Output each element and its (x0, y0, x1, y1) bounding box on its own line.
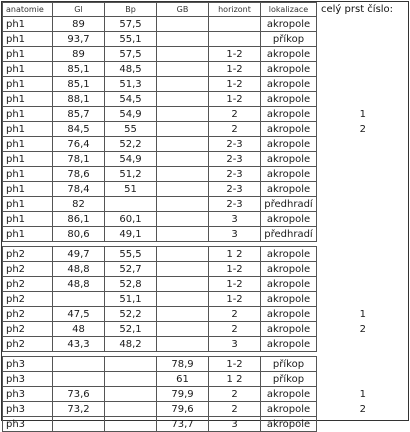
cell-cely-prst-cislo (317, 357, 409, 372)
cell-anatomie: ph3 (3, 417, 53, 432)
cell-horizont: 2-3 (209, 197, 261, 212)
cell-anatomie: ph2 (3, 322, 53, 337)
cell-lokalizace: akropole (261, 292, 317, 307)
table-row (3, 32, 409, 47)
cell-lokalizace: akropole (261, 92, 317, 107)
cell-cely-prst-cislo (317, 32, 409, 47)
cell-lokalizace: akropole (261, 322, 317, 337)
cell-bp (105, 357, 157, 372)
cell-gb: 79,6 (157, 402, 209, 417)
table-row (3, 337, 409, 352)
cell-gl: 89 (53, 17, 105, 32)
cell-gl: 85,7 (53, 107, 105, 122)
cell-cely-prst-cislo (317, 167, 409, 182)
cell-horizont: 3 (209, 337, 261, 352)
cell-anatomie: ph2 (3, 277, 53, 292)
cell-cely-prst-cislo (317, 227, 409, 242)
cell-bp: 57,5 (105, 17, 157, 32)
cell-gb (157, 212, 209, 227)
table-row (3, 292, 409, 307)
cell-cely-prst-cislo (317, 47, 409, 62)
cell-lokalizace: akropole (261, 122, 317, 137)
table-row (3, 62, 409, 77)
cell-lokalizace: akropole (261, 277, 317, 292)
cell-horizont: 2 (209, 122, 261, 137)
cell-cely-prst-cislo (317, 292, 409, 307)
cell-lokalizace: akropole (261, 417, 317, 432)
cell-cely-prst-cislo (317, 372, 409, 387)
table-row (3, 322, 409, 337)
cell-gl: 78,4 (53, 182, 105, 197)
cell-gl: 47,5 (53, 307, 105, 322)
cell-horizont: 1-2 (209, 92, 261, 107)
cell-horizont: 2 (209, 307, 261, 322)
cell-anatomie: ph2 (3, 262, 53, 277)
cell-horizont: 2-3 (209, 167, 261, 182)
cell-anatomie: ph1 (3, 152, 53, 167)
measurements-table (2, 2, 409, 432)
cell-bp (105, 197, 157, 212)
cell-anatomie: ph1 (3, 227, 53, 242)
cell-gb: 73,7 (157, 417, 209, 432)
cell-lokalizace: akropole (261, 402, 317, 417)
cell-bp: 51,1 (105, 292, 157, 307)
table-row (3, 197, 409, 212)
cell-gl: 86,1 (53, 212, 105, 227)
cell-cely-prst-cislo (317, 262, 409, 277)
cell-gb (157, 77, 209, 92)
cell-horizont: 1 2 (209, 372, 261, 387)
table-row (3, 372, 409, 387)
cell-lokalizace: akropole (261, 307, 317, 322)
header-gl: Gl (53, 3, 105, 17)
cell-horizont: 3 (209, 417, 261, 432)
cell-lokalizace: akropole (261, 387, 317, 402)
cell-bp: 55,5 (105, 247, 157, 262)
cell-gb (157, 17, 209, 32)
cell-anatomie: ph3 (3, 402, 53, 417)
cell-lokalizace: akropole (261, 107, 317, 122)
cell-horizont: 2 (209, 387, 261, 402)
cell-bp: 52,2 (105, 137, 157, 152)
cell-gl: 73,2 (53, 402, 105, 417)
cell-gb (157, 262, 209, 277)
cell-gb (157, 307, 209, 322)
cell-bp: 52,1 (105, 322, 157, 337)
cell-horizont: 2 (209, 107, 261, 122)
cell-anatomie: ph1 (3, 92, 53, 107)
cell-bp: 60,1 (105, 212, 157, 227)
cell-anatomie: ph2 (3, 292, 53, 307)
cell-horizont: 2-3 (209, 137, 261, 152)
cell-gb: 61 (157, 372, 209, 387)
cell-gl: 93,7 (53, 32, 105, 47)
header-lokalizace: lokalizace (261, 3, 317, 17)
cell-lokalizace: předhradí (261, 227, 317, 242)
table-row (3, 402, 409, 417)
cell-horizont: 1-2 (209, 277, 261, 292)
cell-cely-prst-cislo (317, 77, 409, 92)
cell-lokalizace: akropole (261, 212, 317, 227)
table-row (3, 137, 409, 152)
header-anatomie: anatomie (3, 3, 53, 17)
cell-cely-prst-cislo (317, 152, 409, 167)
cell-gb (157, 32, 209, 47)
table-row (3, 152, 409, 167)
cell-gl: 88,1 (53, 92, 105, 107)
cell-bp: 49,1 (105, 227, 157, 242)
cell-horizont (209, 32, 261, 47)
table-row (3, 387, 409, 402)
header-gb: GB (157, 3, 209, 17)
cell-gb (157, 322, 209, 337)
cell-lokalizace: akropole (261, 137, 317, 152)
cell-gb (157, 167, 209, 182)
table-row (3, 92, 409, 107)
cell-bp (105, 372, 157, 387)
cell-gb (157, 197, 209, 212)
table-row (3, 357, 409, 372)
cell-horizont: 2-3 (209, 182, 261, 197)
cell-gl: 76,4 (53, 137, 105, 152)
cell-horizont: 1-2 (209, 292, 261, 307)
cell-anatomie: ph3 (3, 372, 53, 387)
cell-bp: 51,3 (105, 77, 157, 92)
cell-anatomie: ph1 (3, 212, 53, 227)
cell-gb: 78,9 (157, 357, 209, 372)
cell-gl: 43,3 (53, 337, 105, 352)
cell-gb (157, 92, 209, 107)
cell-gb (157, 122, 209, 137)
cell-cely-prst-cislo: 2 (317, 402, 409, 417)
cell-cely-prst-cislo: 2 (317, 322, 409, 337)
table-row (3, 107, 409, 122)
cell-gb (157, 292, 209, 307)
cell-bp: 54,5 (105, 92, 157, 107)
cell-horizont: 2 (209, 402, 261, 417)
table-row (3, 417, 409, 432)
cell-cely-prst-cislo (317, 277, 409, 292)
cell-gl: 78,1 (53, 152, 105, 167)
cell-horizont: 3 (209, 227, 261, 242)
table-row (3, 227, 409, 242)
table-row (3, 247, 409, 262)
cell-anatomie: ph1 (3, 62, 53, 77)
cell-bp: 52,7 (105, 262, 157, 277)
header-row (3, 3, 409, 17)
table-row (3, 277, 409, 292)
cell-cely-prst-cislo (317, 247, 409, 262)
cell-cely-prst-cislo (317, 17, 409, 32)
cell-lokalizace: akropole (261, 62, 317, 77)
cell-anatomie: ph1 (3, 17, 53, 32)
cell-bp: 48,2 (105, 337, 157, 352)
cell-horizont: 1-2 (209, 262, 261, 277)
cell-lokalizace: akropole (261, 167, 317, 182)
cell-gl: 85,1 (53, 62, 105, 77)
cell-cely-prst-cislo (317, 182, 409, 197)
cell-gl (53, 372, 105, 387)
cell-gb (157, 47, 209, 62)
cell-lokalizace: akropole (261, 247, 317, 262)
cell-anatomie: ph1 (3, 77, 53, 92)
cell-lokalizace: akropole (261, 47, 317, 62)
cell-lokalizace: předhradí (261, 197, 317, 212)
cell-bp: 48,5 (105, 62, 157, 77)
cell-bp: 55,1 (105, 32, 157, 47)
table-row (3, 307, 409, 322)
cell-anatomie: ph2 (3, 337, 53, 352)
cell-bp: 51 (105, 182, 157, 197)
cell-gl: 80,6 (53, 227, 105, 242)
cell-bp (105, 417, 157, 432)
cell-horizont (209, 17, 261, 32)
table-row (3, 212, 409, 227)
cell-gb (157, 62, 209, 77)
cell-bp: 57,5 (105, 47, 157, 62)
cell-cely-prst-cislo (317, 212, 409, 227)
cell-cely-prst-cislo (317, 417, 409, 432)
cell-lokalizace: akropole (261, 337, 317, 352)
cell-gl: 85,1 (53, 77, 105, 92)
cell-horizont: 1 2 (209, 247, 261, 262)
cell-anatomie: ph1 (3, 137, 53, 152)
cell-gl (53, 292, 105, 307)
cell-gb (157, 107, 209, 122)
cell-anatomie: ph2 (3, 307, 53, 322)
cell-gl: 73,6 (53, 387, 105, 402)
cell-horizont: 1-2 (209, 47, 261, 62)
cell-horizont: 1-2 (209, 357, 261, 372)
cell-cely-prst-cislo: 1 (317, 107, 409, 122)
cell-bp: 54,9 (105, 152, 157, 167)
cell-gb (157, 227, 209, 242)
cell-lokalizace: akropole (261, 77, 317, 92)
cell-bp: 54,9 (105, 107, 157, 122)
table-row (3, 47, 409, 62)
table-row (3, 77, 409, 92)
cell-gl: 48,8 (53, 262, 105, 277)
cell-bp (105, 387, 157, 402)
cell-lokalizace: příkop (261, 372, 317, 387)
cell-bp: 51,2 (105, 167, 157, 182)
cell-bp: 52,8 (105, 277, 157, 292)
cell-lokalizace: příkop (261, 32, 317, 47)
cell-gl: 48 (53, 322, 105, 337)
cell-cely-prst-cislo: 1 (317, 387, 409, 402)
cell-anatomie: ph1 (3, 107, 53, 122)
cell-gb (157, 247, 209, 262)
cell-anatomie: ph2 (3, 247, 53, 262)
cell-gb (157, 182, 209, 197)
cell-horizont: 1-2 (209, 62, 261, 77)
cell-horizont: 2 (209, 322, 261, 337)
cell-lokalizace: akropole (261, 17, 317, 32)
header-horizont: horizont (209, 3, 261, 17)
cell-lokalizace: akropole (261, 152, 317, 167)
cell-gb (157, 152, 209, 167)
table-row (3, 122, 409, 137)
cell-cely-prst-cislo: 2 (317, 122, 409, 137)
cell-anatomie: ph1 (3, 197, 53, 212)
spreadsheet (1, 1, 409, 430)
table-row (3, 262, 409, 277)
cell-anatomie: ph3 (3, 357, 53, 372)
cell-gl (53, 357, 105, 372)
cell-horizont: 1-2 (209, 77, 261, 92)
cell-lokalizace: akropole (261, 262, 317, 277)
cell-cely-prst-cislo (317, 137, 409, 152)
cell-cely-prst-cislo (317, 337, 409, 352)
cell-anatomie: ph1 (3, 47, 53, 62)
cell-anatomie: ph1 (3, 167, 53, 182)
cell-horizont: 3 (209, 212, 261, 227)
cell-gb: 79,9 (157, 387, 209, 402)
cell-gl: 89 (53, 47, 105, 62)
cell-anatomie: ph1 (3, 182, 53, 197)
cell-gb (157, 277, 209, 292)
cell-gl: 49,7 (53, 247, 105, 262)
table-row (3, 17, 409, 32)
cell-gl: 84,5 (53, 122, 105, 137)
cell-gl: 82 (53, 197, 105, 212)
table-row (3, 167, 409, 182)
cell-anatomie: ph1 (3, 32, 53, 47)
cell-cely-prst-cislo: 1 (317, 307, 409, 322)
cell-gl: 78,6 (53, 167, 105, 182)
cell-cely-prst-cislo (317, 62, 409, 77)
cell-lokalizace: příkop (261, 357, 317, 372)
cell-gb (157, 337, 209, 352)
cell-bp (105, 402, 157, 417)
cell-anatomie: ph3 (3, 387, 53, 402)
table-row (3, 182, 409, 197)
cell-bp: 52,2 (105, 307, 157, 322)
cell-gl: 48,8 (53, 277, 105, 292)
cell-lokalizace: akropole (261, 182, 317, 197)
cell-anatomie: ph1 (3, 122, 53, 137)
cell-horizont: 2-3 (209, 152, 261, 167)
cell-cely-prst-cislo (317, 197, 409, 212)
cell-bp: 55 (105, 122, 157, 137)
header-cely-prst-cislo: celý prst číslo: (321, 3, 394, 15)
header-bp: Bp (105, 3, 157, 17)
cell-cely-prst-cislo (317, 92, 409, 107)
cell-gl (53, 417, 105, 432)
cell-gb (157, 137, 209, 152)
